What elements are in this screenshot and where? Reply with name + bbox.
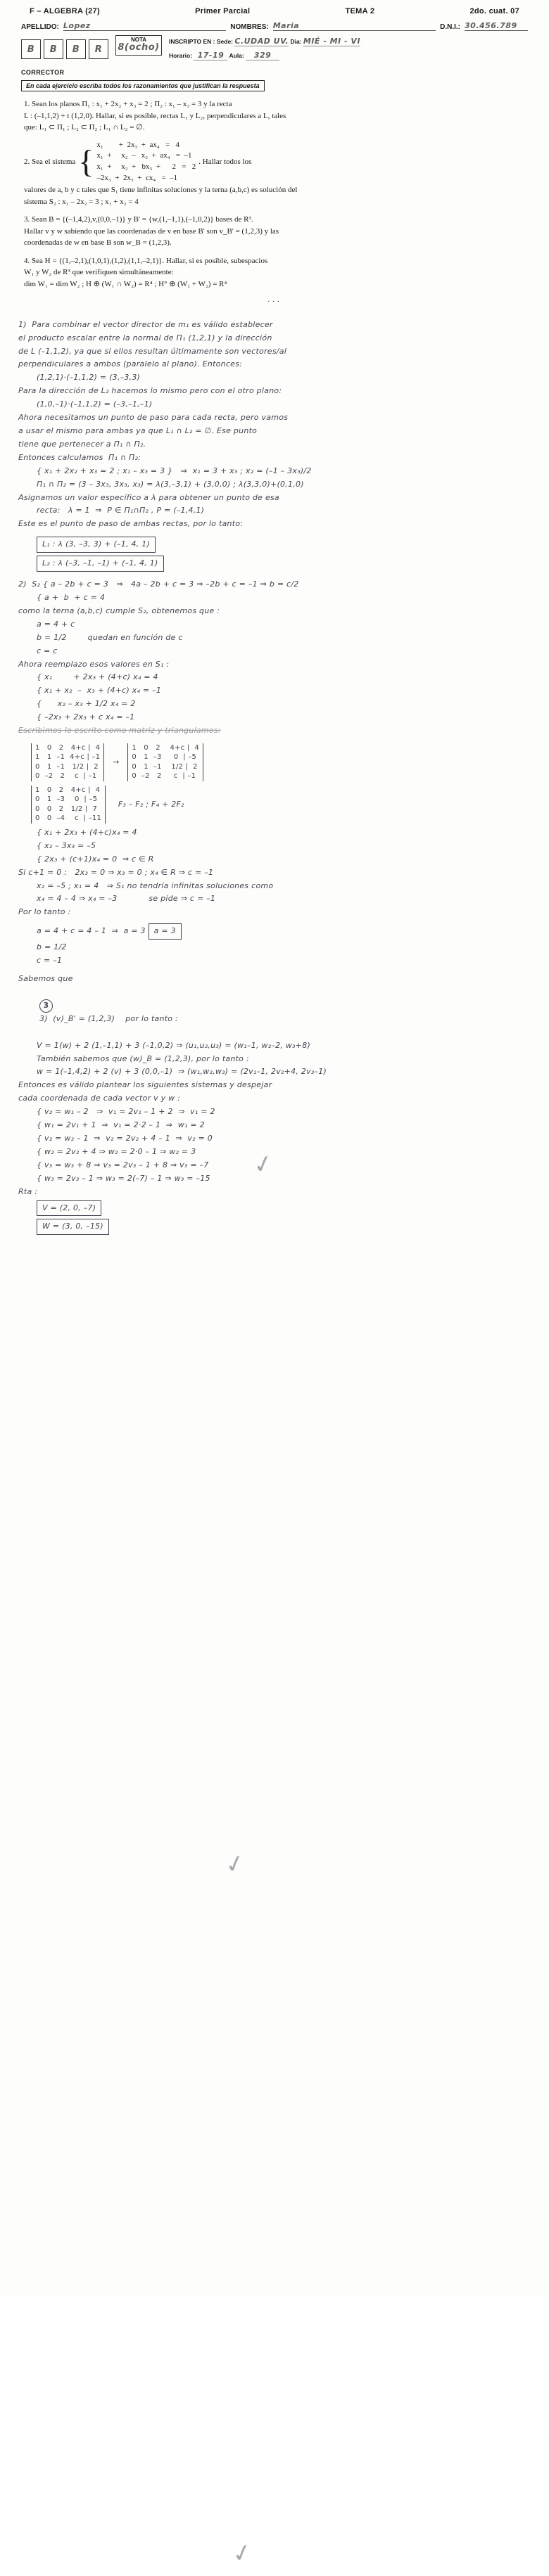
ex2-line-5: b = 1/2 quedan en función de c — [37, 632, 183, 642]
problem-2-statement: 2. Sea el sistema — [24, 158, 76, 167]
instruction-banner: En cada ejercicio escriba todos los razonamientos que justifican la respuesta — [21, 80, 265, 91]
grade-box-3[interactable]: B — [66, 39, 86, 59]
dni-label: D.N.I.: — [440, 23, 461, 31]
problem-2-eq-1: x₁ + 2x₃ + ax₄ = 4 — [96, 140, 179, 149]
ex2-matrix-2 — [127, 743, 203, 781]
ex3-line-2-wrap — [18, 986, 531, 1039]
exam-header — [0, 0, 549, 91]
grader-check-mark-2: ✓ — [222, 1847, 249, 1880]
aula-value: 329 — [246, 51, 279, 60]
ex2-after-line-4: Si c+1 = 0 : 2x₃ = 0 ⇒ x₃ = 0 ; x₄ ∈ R ⇒ c = –1 — [18, 867, 214, 877]
corrector-label: CORRECTOR — [21, 69, 65, 76]
ex2-line-7: Ahora reemplazo esos valores en S₁ : — [18, 659, 170, 669]
problem-list — [0, 91, 549, 308]
course-title: F – ALGEBRA (27) — [30, 7, 100, 15]
ex2-line-3: como la terna (a,b,c) cumple S₂, obtenemos que : — [18, 605, 220, 615]
dia-label: Dia: — [290, 38, 302, 45]
ex1-line-3: de L (–1,1,2), ya que si ellos resultan últimamente son vectores/al — [18, 346, 287, 356]
nombres-value: Maria — [272, 21, 300, 30]
ex1-line-16: Este es el punto de paso de ambas rectas, por lo tanto: — [18, 519, 244, 529]
ex3-line-4: También sabemos que (w)_B = (1,2,3), por lo tanto : — [37, 1053, 249, 1063]
inscripto-label: INSCRIPTO EN : Sede: — [169, 38, 233, 45]
ex1-line-12: { x₁ + 2x₂ + x₃ = 2 ; x₁ – x₃ = 3 } ⇒ x₁ = 3 + x₃ ; x₂ = (–1 – 3x₃)/2 — [37, 466, 312, 475]
solution-exercise-3 — [18, 973, 531, 1236]
problem-4 — [24, 255, 525, 290]
exam-theme: TEMA 2 — [345, 7, 375, 15]
ex2-line-4: a = 4 + c — [37, 619, 75, 629]
ex2-matrix-2-row-2: 0 1 –3 0 | –5 — [132, 753, 197, 762]
grader-check-mark-3: ✓ — [229, 2537, 256, 2570]
ex2-result-c: c = –1 — [37, 956, 63, 966]
sede-value: C.UDAD UV. — [234, 37, 289, 46]
problem-2-eq-2: x₁ + x₂ – x₃ + ax₄ = –1 — [96, 151, 192, 160]
apellido-field[interactable] — [63, 21, 226, 31]
ex2-after-line-6: x₄ = 4 – 4 ⇒ x₄ = –3 se pide ⇒ c = –1 — [37, 894, 216, 904]
problem-2-tail: . Hallar todos los — [198, 158, 252, 167]
ex2-after-line-1: { x₁ + 2x₃ + (4+c)x₄ = 4 — [37, 827, 137, 837]
ex2-line-2: { a + b + c = 4 — [37, 592, 106, 602]
ex3-line-8: { v₂ = w₁ – 2 ⇒ v₁ = 2v₁ – 1 + 2 ⇒ v₁ = 2 — [37, 1107, 215, 1117]
grade-box-4[interactable]: R — [89, 39, 108, 59]
ex3-line-2: 3) (v)_B' = (1,2,3) por lo tanto : — [39, 1013, 178, 1023]
problem-2-line-2: valores de a, b y c tales que S₁ tiene infinitas soluciones y la terna (a,b,c) es solución del — [24, 186, 298, 195]
enrollment-block — [169, 35, 528, 60]
ex2-matrix-1-row-3: 0 1 –1 1/2 | 2 — [35, 762, 99, 771]
ex2-row-ops: F₃ – F₂ ; F₄ + 2F₂ — [118, 799, 184, 809]
horario-value: 17-19 — [194, 51, 227, 60]
problem-4-line-2: W₁ y W₂ de R³ que verifiquen simultáneamente: — [24, 268, 174, 277]
problem-1-line-2: L : (–1,1,2) + t (1,2,0). Hallar, si es posible, rectas L₁ y L₂, perpendiculares a L, tales — [24, 111, 286, 120]
apellido-label: APELLIDO: — [21, 23, 59, 31]
problem-3-line-3: coordenadas de w en base B son w_B = (1,2,3). — [24, 238, 172, 248]
ex3-line-7: cada coordenada de cada vector v y w : — [18, 1094, 181, 1103]
ex2-matrix-1-row-4: 0 –2 2 c | –1 — [35, 772, 97, 781]
ex3-line-12: { v₃ = w₃ + 8 ⇒ v₃ = 2v₃ – 1 + 8 ⇒ v₃ = –7 — [37, 1160, 209, 1170]
problem-2-line-3: sistema S₂ : x₁ – 2x₂ = 3 ; x₁ + x₂ = 4 — [24, 197, 139, 206]
problem-3-line-2: Hallar v y w sabiendo que las coordenadas de v en base B' son v_B' = (1,2,3) y las — [24, 226, 279, 236]
ex3-rta-label: Rta : — [18, 1186, 38, 1196]
horario-row — [169, 51, 528, 60]
problem-4-line-3: dim W₁ = dim W₂ ; H ⊕ (W₁ ∩ W₂) = R⁴ ; H° ⊕ (W₁ + W₂) = R⁴ — [24, 279, 227, 288]
ex3-answer-v: V = (2, 0, –7) — [37, 1200, 101, 1217]
problem-1-statement: 1. Sean los planos Π₁ : x₁ + 2x₂ + x₃ = 2 ; Π₂ : x₁ – x₃ = 3 y la recta — [24, 100, 232, 108]
identity-row — [21, 20, 528, 32]
grade-box-2[interactable]: B — [44, 39, 63, 59]
ex1-answer-l1: L₁ : λ (3, –3, 3) + (–1, 4, 1) — [37, 537, 156, 553]
ex1-line-1: 1) Para combinar el vector director de m₁ es válido establecer — [18, 319, 273, 329]
ex2-result-b: b = 1/2 — [37, 942, 67, 952]
problem-3 — [24, 214, 525, 249]
nombres-field[interactable] — [273, 21, 436, 31]
ex2-matrix-1-row-1: 1 0 2 4+c | 4 — [35, 743, 101, 752]
solution-exercise-2: 2) S₂ { a – 2b + c = 3 ⇒ 4a – 2b + c = 3 ⇒ –2b + c = –1 ⇒ b = c/2 { a + b + c = 4 como la terna (a,b,c) cumple S₂, obtenemos que : a = 4 + c b = 1/2 quedan en función de c c = c Ahora reemplazo esos valores en S₁ : { x₁ + 2x₃ + (4+c) x₄ = 4 { x₁ + x₂ – x₃ + (4+c) x₄ = –1 { x₂ – x₃ + 1/2 x₄ = 2 { –2x₃ + 2x₃ + c x₄ = –1 Escribimos lo escrito como matriz y triangulamos: 1 0 2 4+c | 4 1 1 –1 4+c | –1 0 1 –1 1/2 | 2 0 –2 2 c | –1 → 1 0 2 4+c | 4 0 1 –3 0 | –5 0 1 –1 1/2 | 2 0 –2 2 c | –1 1 0 2 4+c | 4 0 1 –3 0 | –5 0 0 2 1/2 | 7 0 0 –4 c | –11 F₃ – F₂ ; F₄ + 2F₂ { x₁ + 2x₃ + (4+c)x₄ = 4 { x₂ – 3x₃ = –5 { 2x₃ + (c+1)x₄ = 0 ⇒ c ∈ R Si c+1 = 0 : 2x₃ = 0 ⇒ x₃ = 0 ; x₄ ∈ R ⇒ c = –1 x₂ = –5 ; x₁ = 4 ⇒ S₁ no tendría infinitas soluciones como x₄ = 4 – 4 ⇒ x₄ = –3 se pide ⇒ c = –1 Por lo tanto : a = 4 + c = 4 – 1 ⇒ a = 3 a = 3 b = 1/2 c = –1 — [18, 578, 531, 968]
ex2-result-a: a = 4 + c = 4 – 1 ⇒ a = 3 — [37, 926, 146, 936]
ex2-line-10: { x₂ – x₃ + 1/2 x₄ = 2 — [37, 699, 136, 709]
ex1-line-4: perpendiculares a ambos (paralelo al plano). Entonces: — [18, 359, 243, 369]
ex2-matrix-3 — [31, 786, 106, 824]
ex3-line-9: { w₁ = 2v₁ + 1 ⇒ v₁ = 2·2 – 1 ⇒ w₁ = 2 — [37, 1120, 205, 1130]
ex1-line-7: (1,0,–1)·(–1,1,2) = (–3,–1,–1) — [37, 399, 153, 409]
ex2-after-line-7: Por lo tanto : — [18, 907, 71, 917]
problem-1-line-3: que: L₁ ⊂ Π₁ ; L₂ ⊂ Π₂ ; L₁ ∩ L₂ = ∅. — [24, 123, 145, 132]
exercise-3-number: 3 — [39, 999, 53, 1013]
ex3-line-13: { w₃ = 2v₃ – 1 ⇒ w₃ = 2(–7) – 1 ⇒ w₃ = –15 — [37, 1173, 210, 1183]
ex3-answer-w: W = (3, 0, –15) — [37, 1219, 109, 1235]
ex2-line-11: { –2x₃ + 2x₃ + c x₄ = –1 — [37, 712, 135, 722]
ex1-line-9: a usar el mismo para ambas ya que L₁ ∩ L₂ = ∅. Ese punto — [18, 426, 258, 435]
ex2-matrix-1 — [31, 743, 104, 781]
apellido-value: Lopez — [63, 21, 91, 30]
ex3-line-1: Sabemos que — [18, 974, 73, 983]
system-brace: { — [78, 143, 94, 179]
problem-2 — [24, 140, 525, 208]
problem-2-eq-4: –2x₃ + 2x₃ + cx₄ = –1 — [96, 174, 178, 183]
ex2-after-line-5: x₂ = –5 ; x₁ = 4 ⇒ S₁ no tendría infinitas soluciones como — [37, 880, 274, 890]
problem-3-statement: 3. Sean B = {(–1,4,2),v,(0,0,–1)} y B' = {w,(1,–1,1),(–1,0,2)} bases de R³. — [24, 215, 253, 224]
nombres-label: NOMBRES: — [230, 23, 269, 31]
ex3-line-6: Entonces es válido plantear los siguientes sistemas y despejar — [18, 1080, 272, 1090]
problem-4-statement: 4. Sea H = {(1,–2,1),(1,0,1),(1,2),(1,1,–2,1)}. Hallar, si es posible, subespacios — [24, 256, 268, 265]
header-title-row — [21, 7, 528, 20]
ex1-line-13: Π₁ ∩ Π₂ = (3 – 3x₃, 3x₃, x₃) = λ(3,–3,1) + (3,0,0) ; λ(3,3,0)+(0,1,0) — [37, 479, 304, 489]
dni-field[interactable] — [465, 21, 528, 31]
ex2-matrix-3-row-4: 0 0 –4 c | –11 — [35, 814, 102, 823]
ex2-matrix-3-row-1: 1 0 2 4+c | 4 — [35, 786, 101, 794]
ex2-line-12: Escribimos lo escrito como matriz y triangulamos: — [18, 726, 221, 736]
ex2-line-1: 2) S₂ { a – 2b + c = 3 ⇒ 4a – 2b + c = 3 ⇒ –2b + c = –1 ⇒ b = c/2 — [18, 579, 299, 589]
ex2-line-6: c = c — [37, 646, 58, 655]
problem-2-equations — [96, 140, 196, 185]
ex2-matrix-2-row-1: 1 0 2 4+c | 4 — [132, 743, 200, 752]
ex1-line-6: Para la dirección de L₂ hacemos lo mismo pero con el otro plano: — [18, 386, 282, 396]
ex1-line-2: el producto escalar entre la normal de Π₁ (1,2,1) y la dirección — [18, 333, 272, 342]
horario-label: Horario: — [169, 52, 193, 59]
ex2-after-line-3: { 2x₃ + (c+1)x₄ = 0 ⇒ c ∈ R — [37, 854, 154, 864]
ex3-line-3: V = 1(w) + 2 (1,–1,1) + 3 (–1,0,2) ⇒ (u₁,u₂,u₃) = (w₁–1, w₂–2, w₃+8) — [37, 1040, 311, 1050]
ex3-line-11: { w₂ = 2v₂ + 4 ⇒ w₂ = 2·0 – 1 ⇒ w₂ = 3 — [37, 1146, 196, 1156]
grade-boxes — [21, 39, 108, 59]
nota-box[interactable] — [115, 35, 162, 56]
dni-value: 30.456.789 — [465, 21, 517, 30]
ex2-after-line-2: { x₂ – 3x₃ = –5 — [37, 840, 96, 850]
ex2-matrix-2-row-4: 0 –2 2 c | –1 — [132, 772, 196, 781]
ex1-line-8: Ahora necesitamos un punto de paso para cada recta, pero vamos — [18, 413, 289, 423]
ex2-matrix-3-row-3: 0 0 2 1/2 | 7 — [35, 805, 98, 813]
problem-2-eq-3: x₁ + x₂ + bx₃ + 2 = 2 — [96, 162, 196, 172]
dia-value: MIÉ - MI - VI — [303, 37, 361, 46]
ex1-line-5: (1,2,1)·(–1,1,2) = (3,–3,3) — [37, 373, 141, 383]
inscripto-row — [169, 37, 528, 46]
ex1-line-15: recta: λ = 1 ⇒ P ∈ Π₁∩Π₂ , P = (–1,4,1) — [37, 506, 205, 515]
ex1-answer-l2: L₂ : λ (–3, –1, –1) + (–1, 4, 1) — [37, 556, 164, 572]
ex2-line-9: { x₁ + x₂ – x₃ + (4+c) x₄ = –1 — [37, 686, 162, 696]
grade-box-1[interactable]: B — [21, 39, 41, 59]
ex2-answer-a: a = 3 — [149, 923, 182, 940]
separator-dots: ··· — [267, 297, 282, 307]
ex2-line-8: { x₁ + 2x₃ + (4+c) x₄ = 4 — [37, 672, 158, 682]
grader-check-mark-1: ✓ — [250, 1148, 277, 1181]
ex1-line-11: Entonces calculamos Π₁ ∩ Π₂: — [18, 452, 141, 462]
ex1-line-10: tiene que pertenecer a Π₁ ∩ Π₂. — [18, 439, 146, 449]
ex3-line-10: { v₂ = w₂ – 1 ⇒ v₂ = 2v₂ + 4 – 1 ⇒ v₂ = 0 — [37, 1133, 213, 1143]
nota-label: NOTA — [130, 37, 147, 43]
problem-1 — [24, 98, 525, 134]
exam-term: 2do. cuat. 07 — [469, 7, 519, 15]
handwritten-solution — [0, 311, 549, 2570]
ex2-matrix-2-row-3: 0 1 –1 1/2 | 2 — [132, 762, 198, 771]
ex2-matrix-1-row-2: 1 1 –1 4+c | –1 — [35, 753, 101, 762]
aula-label: Aula: — [229, 52, 244, 59]
nota-value: 8(ocho) — [118, 42, 160, 53]
ex3-line-5: w = 1(–1,4,2) + 2 (v) + 3 (0,0,–1) ⇒ (w₁,w₂,w₃) = (2v₁–1, 2v₂+4, 2v₃–1) — [37, 1067, 327, 1077]
ex2-matrix-3-row-2: 0 1 –3 0 | –5 — [35, 795, 98, 804]
exam-name: Primer Parcial — [195, 7, 251, 15]
solution-exercise-1 — [18, 319, 531, 573]
grades-and-enrollment — [21, 35, 528, 60]
ex1-line-14: Asignamos un valor específico a λ para obtener un punto de esa — [18, 492, 279, 502]
